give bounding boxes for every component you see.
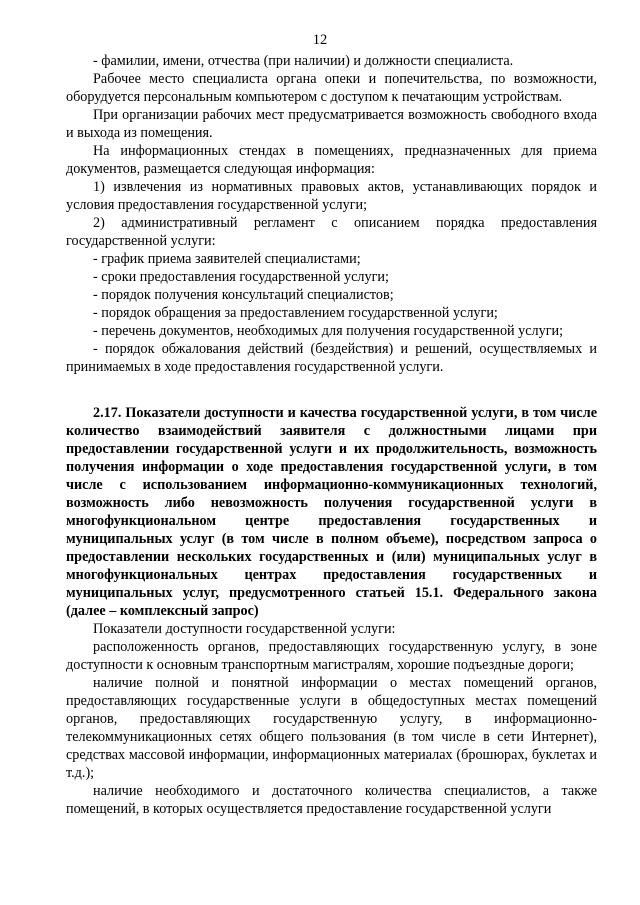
paragraph: Показатели доступности государственной услуги: bbox=[93, 621, 396, 637]
paragraph: - фамилии, имени, отчества (при наличии) и должности специалиста. bbox=[93, 53, 514, 69]
paragraph: На информационных стендах в помещениях, предназначенных для приема документов, размещается следующая информация: bbox=[66, 143, 597, 177]
paragraph: расположенность органов, предоставляющих государственную услугу, в зоне доступности к основным транспортным магистралям, хорошие подъездные дороги; bbox=[66, 639, 597, 673]
paragraph: наличие полной и понятной информации о местах помещений органов, предоставляющих государственные услуги в общедоступных местах помещений органов, предоставляющих государственную услугу, в информационно-телекоммуникационных сетях общего пользования (в том числе в сети Интернет), средствах массовой информации, информационных материалах (брошюрах, буклетах и т.д.); bbox=[66, 675, 597, 781]
list-item: - перечень документов, необходимых для получения государственной услуги; bbox=[93, 323, 564, 339]
paragraph: наличие необходимого и достаточного количества специалистов, а также помещений, в которых осуществляется предоставление государственной услуги bbox=[66, 783, 597, 817]
section-heading: 2.17. Показатели доступности и качества государственной услуги, в том числе количество взаимодействий заявителя с должностными лицами при предоставлении государственной услуги и их продолжительность, возможность получения информации о ходе предоставления государственной услуги, в том числе с использованием информационно-коммуникационных технологий, возможность либо невозможность получения государственной услуги в многофункциональном центре предоставления государственных и муниципальных услуг (в том числе в полном объеме), посредством запроса о предоставлении нескольких государственных и (или) муниципальных услуг в многофункциональных центрах предоставления государственных и муниципальных услуг, предусмотренного статьей 15.1. Федерального закона (далее – комплексный запрос) bbox=[66, 405, 597, 619]
page-number: 12 bbox=[312, 32, 328, 48]
list-item: - сроки предоставления государственной услуги; bbox=[93, 269, 389, 285]
list-item: - порядок получения консультаций специалистов; bbox=[93, 287, 394, 303]
paragraph: 2) административный регламент с описанием порядка предоставления государственной услуги: bbox=[66, 215, 597, 249]
list-item: - порядок обжалования действий (бездействия) и решений, осуществляемых и принимаемых в ходе предоставления государственной услуги. bbox=[66, 341, 597, 375]
paragraph: При организации рабочих мест предусматривается возможность свободного входа и выхода из помещения. bbox=[66, 107, 597, 141]
paragraph: Рабочее место специалиста органа опеки и попечительства, по возможности, оборудуется персональным компьютером с доступом к печатающим устройствам. bbox=[66, 71, 597, 105]
list-item: - порядок обращения за предоставлением государственной услуги; bbox=[93, 305, 498, 321]
list-item: - график приема заявителей специалистами; bbox=[93, 251, 361, 267]
document-body bbox=[66, 52, 597, 818]
paragraph: 1) извлечения из нормативных правовых актов, устанавливающих порядок и условия предоставления государственной услуги; bbox=[66, 179, 597, 213]
